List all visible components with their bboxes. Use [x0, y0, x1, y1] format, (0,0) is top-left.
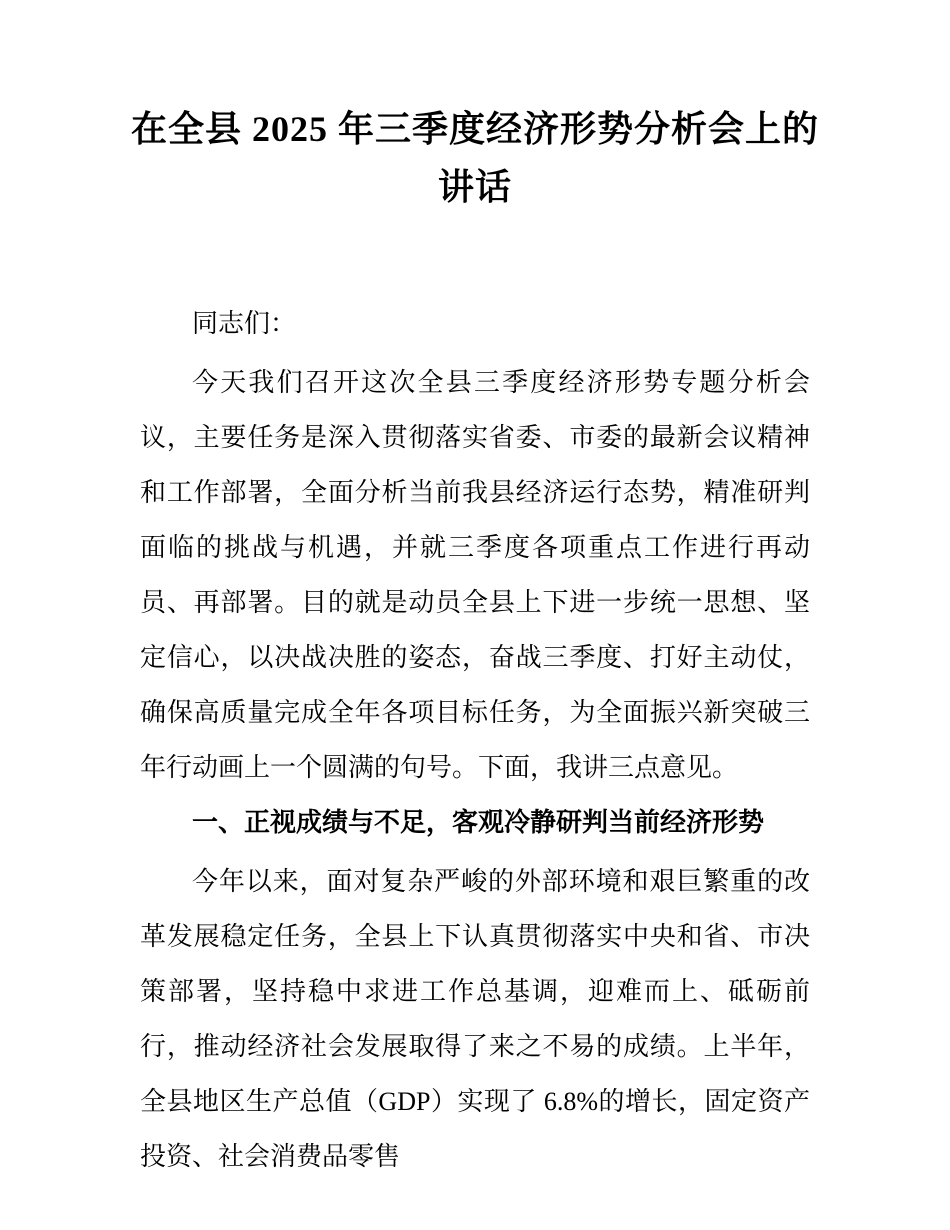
document-body — [140, 296, 810, 1184]
document-title: 在全县 2025 年三季度经济形势分析会上的讲话 — [130, 109, 819, 207]
section1-heading: 一、正视成绩与不足，客观冷静研判当前经济形势 — [192, 807, 765, 837]
section1-paragraph: 今年以来，面对复杂严峻的外部环境和艰巨繁重的改革发展稳定任务，全县上下认真贯彻落实中央和省、市决策部署，坚持稳中求进工作总基调，迎难而上、砥砺前行，推动经济社会发展取得了来之不易的成绩。上半年，全县地区生产总值（GDP）实现了 6.8%的增长，固定资产投资、社会消费品零售 — [140, 867, 810, 1171]
intro-paragraph: 今天我们召开这次全县三季度经济形势专题分析会议，主要任务是深入贯彻落实省委、市委的最新会议精神和工作部署，全面分析当前我县经济运行态势，精准研判面临的挑战与机遇，并就三季度各项重点工作进行再动员、再部署。目的就是动员全县上下进一步统一思想、坚定信心，以决战决胜的姿态，奋战三季度、打好主动仗，确保高质量完成全年各项目标任务，为全面振兴新突破三年行动画上一个圆满的句号。下面，我讲三点意见。 — [140, 368, 810, 782]
salutation: 同志们： — [192, 309, 297, 338]
